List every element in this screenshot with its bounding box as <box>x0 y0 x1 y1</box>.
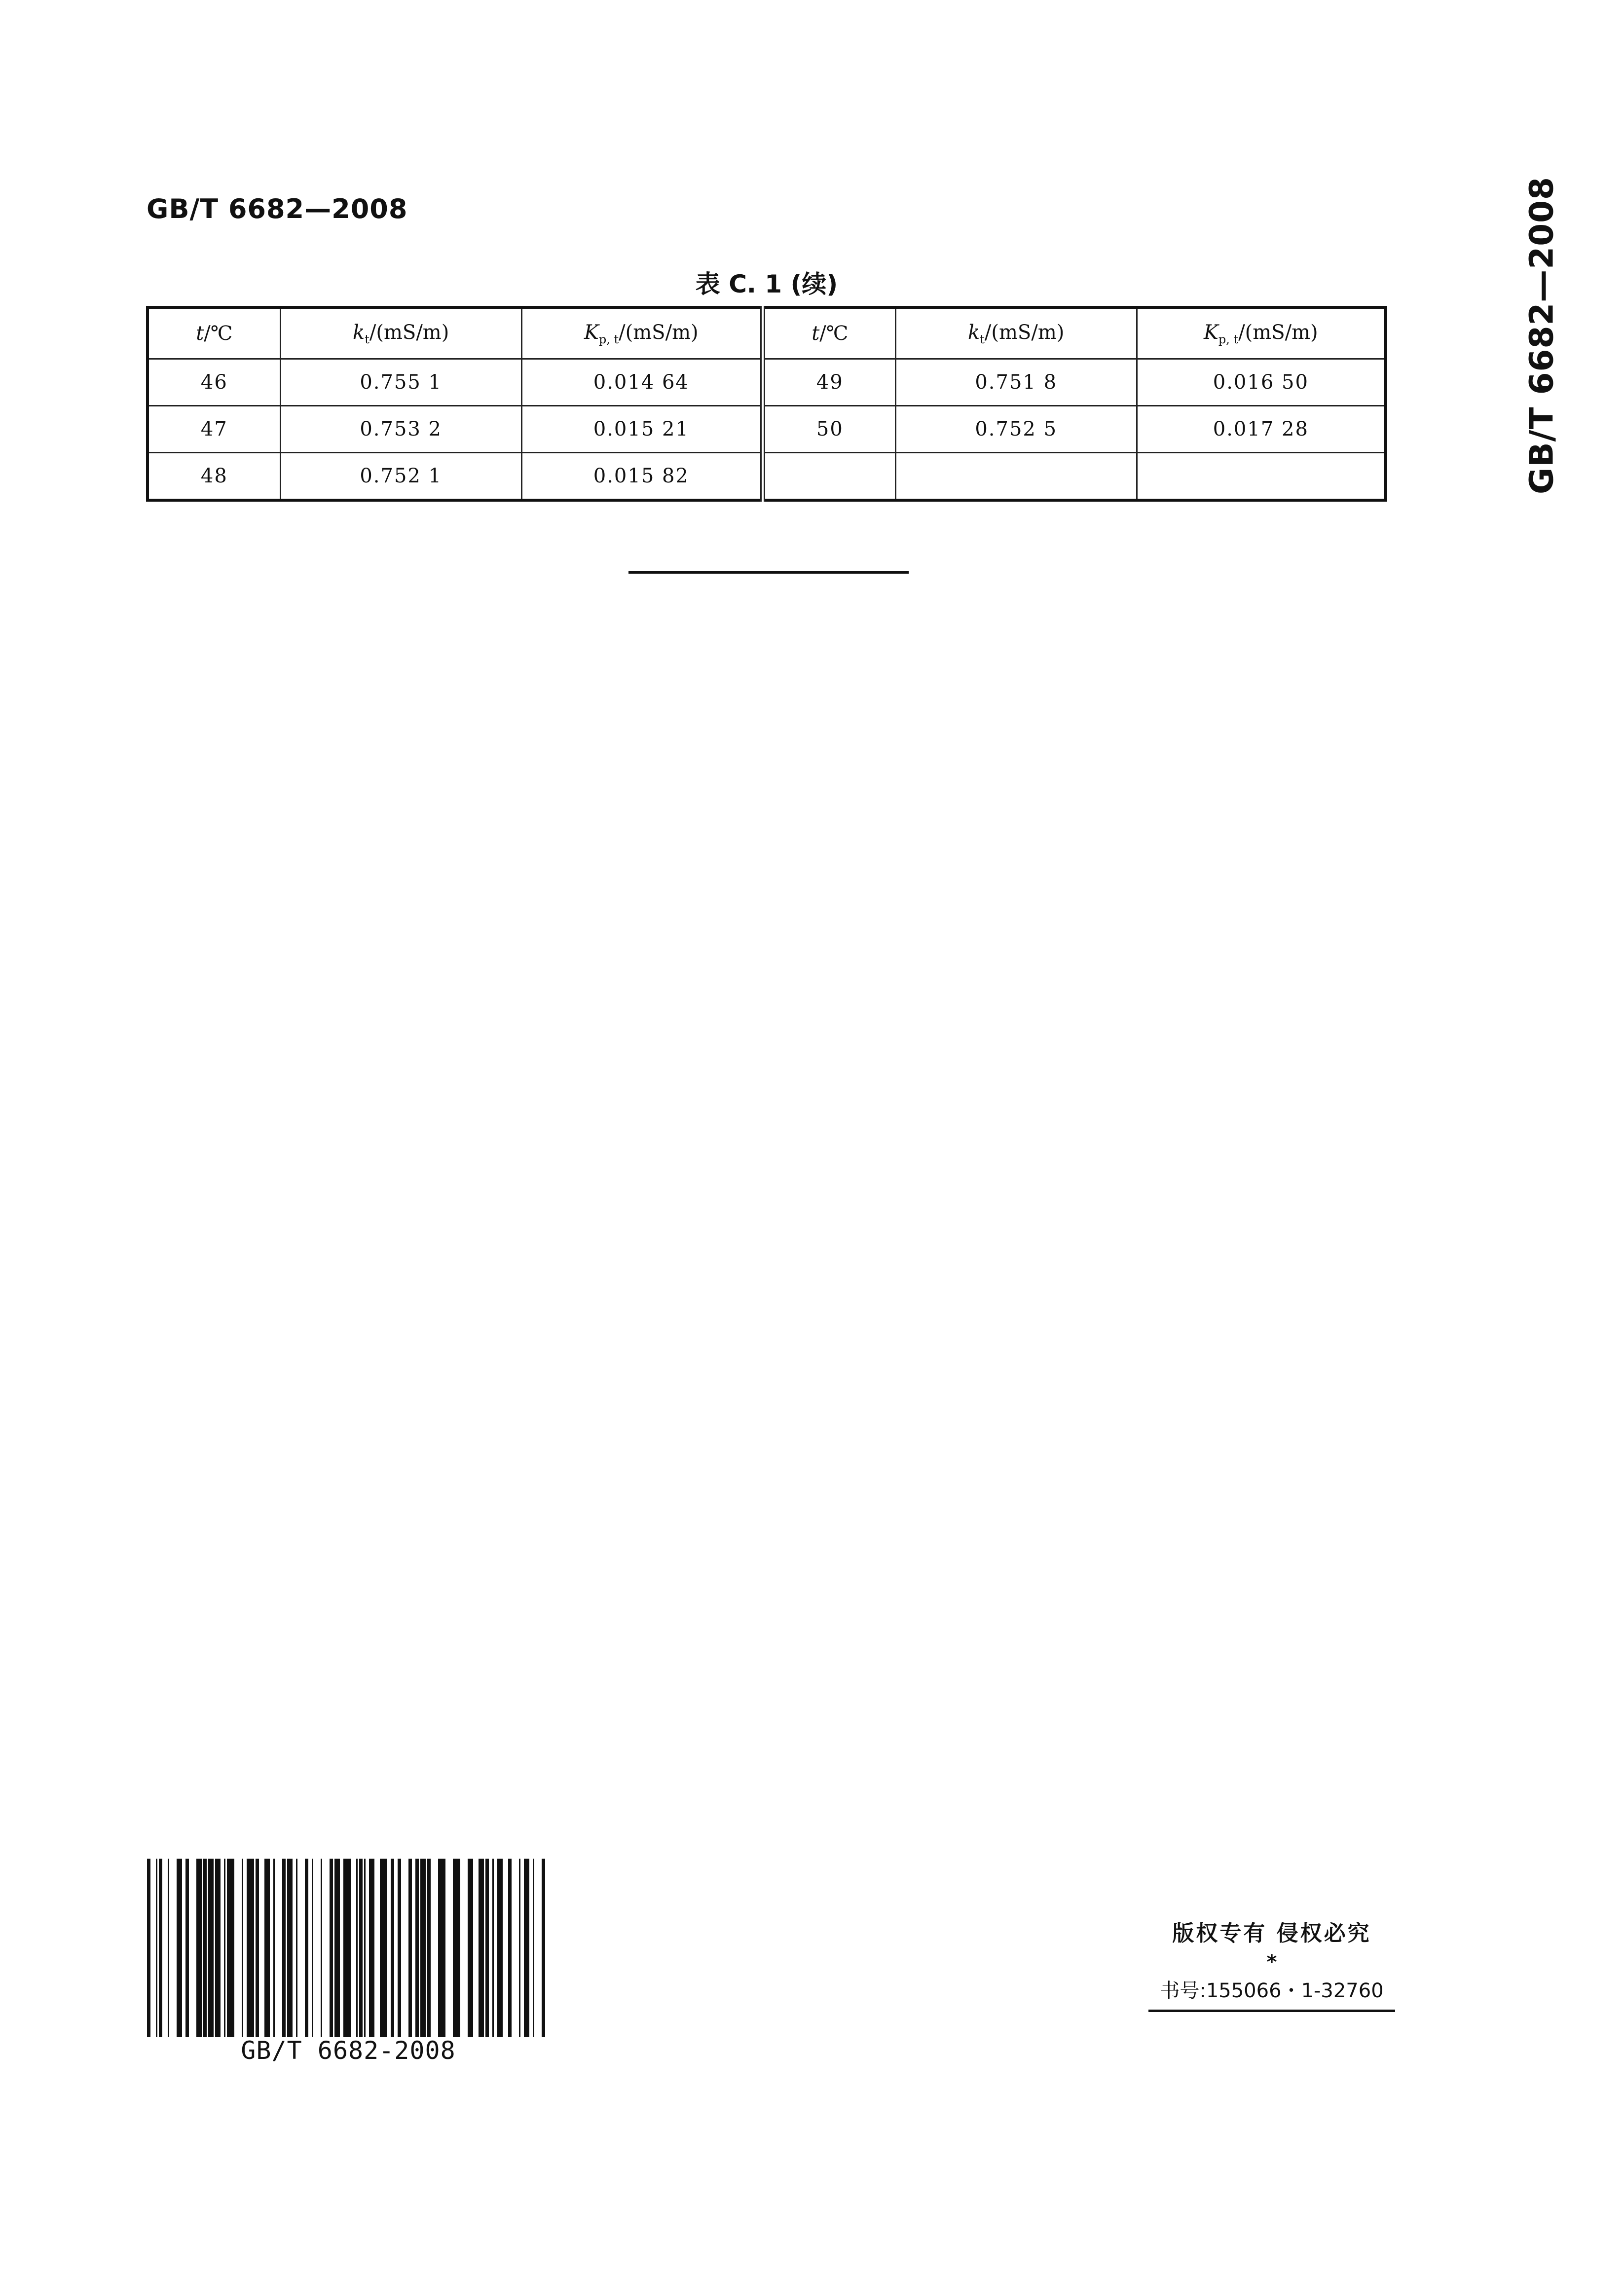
barcode-bar <box>369 1859 374 2037</box>
star-mark: * <box>1266 1951 1277 1974</box>
cell-temperature: 48 <box>148 453 280 501</box>
end-of-document-rule <box>628 571 909 574</box>
barcode-bar <box>427 1859 431 2037</box>
barcode-bar <box>273 1859 275 2037</box>
barcode-bar <box>391 1859 394 2037</box>
barcode-bar <box>247 1859 254 2037</box>
barcode-bar <box>159 1859 162 2037</box>
cell-kt: 0.755 1 <box>280 359 521 406</box>
column-header-kt-right: $k_t/(mS/m)$ <box>895 307 1137 359</box>
header-standard-code: GB/T 6682—2008 <box>147 193 408 224</box>
barcode-bar <box>334 1859 340 2037</box>
cell-kt-right: 0.752 5 <box>895 406 1137 453</box>
copyright-block <box>1148 1919 1395 2012</box>
barcode-bar <box>415 1859 419 2037</box>
barcode-bar <box>492 1859 494 2037</box>
table-header-row <box>148 307 1386 359</box>
barcode-bar <box>305 1859 308 2037</box>
barcode-bar <box>312 1859 313 2037</box>
barcode-bar <box>364 1859 366 2037</box>
table-row <box>148 406 1386 453</box>
barcode-bar <box>215 1859 221 2037</box>
column-header-temperature: t/℃ <box>148 307 280 359</box>
barcode-bar <box>177 1859 182 2037</box>
barcode-bar <box>321 1859 322 2037</box>
column-header-kt: $k_t/(mS/m)$ <box>280 307 521 359</box>
barcode-icon <box>146 1859 551 2037</box>
barcode-bar <box>359 1859 363 2037</box>
barcode-bar <box>408 1859 412 2037</box>
barcode-bar <box>533 1859 534 2037</box>
barcode-bar <box>508 1859 512 2037</box>
barcode-bar <box>497 1859 503 2037</box>
cell-temperature-right: 50 <box>763 406 895 453</box>
barcode-bar <box>242 1859 243 2037</box>
cell-temperature-right: 49 <box>763 359 895 406</box>
cell-temperature: 46 <box>148 359 280 406</box>
column-header-kpt: $K_{p, t}/(mS/m)$ <box>521 307 763 359</box>
barcode-bar <box>438 1859 445 2037</box>
barcode-bar <box>168 1859 169 2037</box>
cell-kpt-right: 0.016 50 <box>1137 359 1386 406</box>
table-row <box>148 359 1386 406</box>
barcode-bar <box>330 1859 333 2037</box>
barcode-bar <box>542 1859 545 2037</box>
column-header-temperature-right: t/℃ <box>763 307 895 359</box>
book-number: 书号:155066・1-32760 <box>1148 1976 1395 2012</box>
barcode-bar <box>287 1859 293 2037</box>
cell-kt-right <box>895 453 1137 501</box>
barcode-bar <box>264 1859 270 2037</box>
side-standard-code: GB/T 6682—2008 <box>1522 177 1561 494</box>
table-row <box>148 453 1386 501</box>
barcode-bar <box>196 1859 202 2037</box>
barcode-bar <box>147 1859 150 2037</box>
cell-temperature-right <box>763 453 895 501</box>
barcode-bar <box>524 1859 529 2037</box>
barcode-bar <box>479 1859 484 2037</box>
barcode-bar <box>282 1859 286 2037</box>
cell-kpt-right <box>1137 453 1386 501</box>
barcode <box>146 1859 551 2036</box>
cell-kt-right: 0.751 8 <box>895 359 1137 406</box>
barcode-bar <box>256 1859 259 2037</box>
cell-kpt: 0.015 21 <box>521 406 763 453</box>
barcode-bar <box>398 1859 401 2037</box>
barcode-text: GB/T 6682-2008 <box>241 2036 456 2065</box>
side-label <box>1514 177 1569 494</box>
barcode-bar <box>420 1859 426 2037</box>
cell-kt: 0.753 2 <box>280 406 521 453</box>
cell-kpt-right: 0.017 28 <box>1137 406 1386 453</box>
copyright-notice: 版权专有 侵权必究 <box>1172 1921 1371 1946</box>
barcode-bar <box>208 1859 214 2037</box>
barcode-bar <box>203 1859 207 2037</box>
column-header-kpt-right: $K_{p, t}/(mS/m)$ <box>1137 307 1386 359</box>
barcode-bar <box>356 1859 358 2037</box>
barcode-bar <box>485 1859 489 2037</box>
cell-kt: 0.752 1 <box>280 453 521 501</box>
barcode-bar <box>156 1859 157 2037</box>
cell-kpt: 0.014 64 <box>521 359 763 406</box>
cell-kpt: 0.015 82 <box>521 453 763 501</box>
cell-temperature: 47 <box>148 406 280 453</box>
barcode-bar <box>296 1859 297 2037</box>
barcode-bar <box>224 1859 225 2037</box>
barcode-bar <box>227 1859 234 2037</box>
table-caption: 表 C. 1 (续) <box>695 270 838 298</box>
barcode-bar <box>468 1859 473 2037</box>
barcode-bar <box>453 1859 460 2037</box>
conductivity-table <box>146 306 1387 502</box>
barcode-bar <box>380 1859 387 2037</box>
barcode-bar <box>519 1859 520 2037</box>
barcode-bar <box>185 1859 189 2037</box>
barcode-bar <box>343 1859 351 2037</box>
